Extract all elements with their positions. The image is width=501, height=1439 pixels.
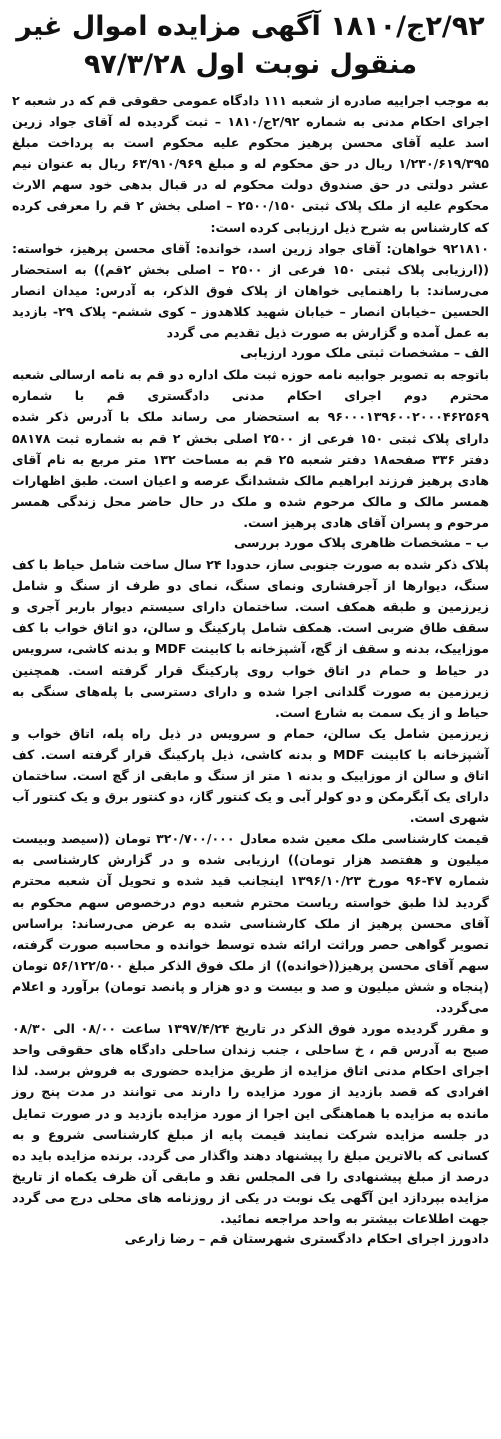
section-b-paragraph-2: زیرزمین شامل یک سالن، حمام و سرویس در ذیل راه پله، اتاق خواب و آشپزخانه با کابینت MDF و بدنه کاشی، ذیل پارکینگ قرار گرفته است. کف اتاق و سالن از موزاییک و بدنه ۱ متر از سنگ و مابقی از گچ است. ساختمان دارای یک آبگرمکن و دو کولر آبی و یک کنتور گاز، دو کنتور برق و یک کنتور آب شهری است. bbox=[12, 725, 489, 826]
valuation-paragraph: قیمت کارشناسی ملک معین شده معادل ۳۲۰/۷۰۰/۰۰۰ تومان ((سیصد وبیست میلیون و هفتصد هزار تومان)) ارزیابی شده و در گزارش کارشناسی به شماره ۴۷-۹۶ مورخ ۱۳۹۶/۱۰/۲۳ اینجانب قید شده و تحویل آن شعبه محترم گردید لذا طبق خواسته ریاست محترم شعبه دوم درخصوص سهم محکوم به آقای محسن پرهیز از ملک کارشناسی شده به عرض می‌رساند: براساس تصویر گواهی حصر وراثت ارائه شده توسط خوانده و محاسبه صورت گرفته، سهم آقای محسن پرهیز((خوانده)) از ملک فوق الذکر مبلغ ۵۶/۱۲۲/۵۰۰ تومان (پنجاه و شش میلیون و صد و بیست و دو هزار و پانصد تومان) برآورد و اعلام می‌گردد. bbox=[12, 831, 489, 1016]
section-a-heading: الف – مشخصات ثبتی ملک مورد ارزیابی bbox=[240, 346, 489, 362]
file-info-paragraph: ۹۲۱۸۱۰ خواهان: آقای جواد زرین اسد، خوانده: آقای محسن پرهیز، خواسته: ((ارزیابی پلاک ثبتی ۱۵۰ فرعی از ۲۵۰۰ – اصلی بخش ۲قم)) به استحضار می‌رساند: با راهنمایی خواهان از پلاک فوق الذکر، به آدرس: میدان انصار الحسین –خیابان انصار – خیابان شهید کلاهدوز – کوی ششم- پلاک ۲۹- بازدید به عمل آمده و گزارش به صورت ذیل تقدیم می گردد bbox=[12, 240, 489, 341]
notice-title-line-1: ۲/۹۲ج/۱۸۱۰ آگهی مزایده اموال غیر bbox=[16, 11, 485, 42]
section-b-heading: ب – مشخصات ظاهری پلاک مورد بررسی bbox=[233, 535, 489, 551]
signature-line: دادورز اجرای احکام دادگستری شهرستان قم – رضا زارعی bbox=[124, 1232, 489, 1248]
notice-title bbox=[12, 8, 489, 84]
section-a-paragraph: باتوجه به تصویر جوابیه نامه حوزه ثبت ملک اداره دو قم به نامه ارسالی شعبه محترم دوم اجرای احکام مدنی دادگستری قم با شماره ۹۶۰۰۰۱۳۹۶۰۰۲۰۰۰۴۶۲۵۶۹ به استحضار می رساند ملک با آدرس ذکر شده دارای پلاک ثبتی ۱۵۰ فرعی از ۲۵۰۰ اصلی بخش ۲ قم به شماره ثبت ۵۸۱۷۸ دفتر ۳۳۶ صفحه۱۸ دفتر شعبه ۲۵ قم به مساحت ۱۳۲ متر مربع به نام آقای هادی پرهیز فرزند ابراهیم مالک ششدانگ عرصه و اعیان است. طبق اظهارات همسر مالک و مالک مرحوم شده و ملک در حال حاضر محل زندگی همسر مرحوم و پسران آقای هادی پرهیز است. bbox=[12, 367, 490, 530]
notice-title-line-2: منقول نوبت اول ۹۷/۳/۲۸ bbox=[83, 49, 418, 80]
intro-paragraph: به موجب اجراییه صادره از شعبه ۱۱۱ دادگاه عمومی حقوقی قم که در شعبه ۲ اجرای احکام مدنی به شماره ۲/۹۲ج/۱۸۱۰ – ثبت گردیده له آقای جواد زرین اسد علیه آقای محسن پرهیز محکوم علیه محکوم است به پرداخت مبلغ ۱/۲۳۰/۶۱۹/۳۹۵ ریال در حق محکوم له و مبلغ ۶۳/۹۱۰/۹۶۹ ریال به عنوان نیم عشر دولتی در حق صندوق دولت محکوم له در قبال بدهی خود سهم الارث محکوم علیه از ملک پلاک ثبتی ۲۵۰۰/۱۵۰ – اصلی بخش ۲ قم را معرفی کرده که کارشناس به شرح ذیل ارزیابی کرده است: bbox=[12, 93, 490, 235]
section-b-paragraph-1: پلاک ذکر شده به صورت جنوبی ساز، حدودا ۲۴ سال ساخت شامل حیاط با کف سنگ، دیوارها از آجرفشاری ونمای سنگ، نمای دو طرف از سنگ و شامل زیرزمین و طبقه همکف است. ساختمان دارای سیستم دیوار باربر آجری و سقف طاق ضربی است. همکف شامل پارکینگ و سالن، دو اتاق خواب با کف موزاییک، بدنه و سقف از گچ، آشپزخانه با کابینت MDF و بدنه کاشی، سرویس در حیاط و حمام در اتاق خواب روی پارکینگ قرار گرفته است. همچنین زیرزمین به صورت گلدانی اجرا شده و دارای دسترسی با پله‌های سنگی به حیاط و از یک سمت به شارع است. bbox=[12, 557, 489, 720]
auction-terms-paragraph: و مقرر گردیده مورد فوق الذکر در تاریخ ۱۳۹۷/۴/۲۴ ساعت ۰۸/۰۰ الی ۰۸/۳۰ صبح به آدرس قم ، خ ساحلی ، جنب زندان ساحلی دادگاه های حقوقی واحد اجرای احکام مدنی اتاق مزایده از طریق مزایده حضوری به فروش برسد. لذا افرادی که قصد بازدید از مورد مزایده را دارند می توانند در مدت پنج روز مانده به مزایده با هماهنگی این اجرا از مورد مزایده بازدید و در صورت تمایل در جلسه مزایده شرکت نمایند قیمت پایه از مبلغ کارشناسی شروع و به کسانی که بالاترین مبلغ را پیشنهاد دهند واگذار می گردد. برنده مزایده باید ده درصد از مبلغ پیشنهادی را فی المجلس نقد و مابقی آن ظرف یکماه از تاریخ مزایده بپردازد این آگهی یک نوبت در یکی از روزنامه های محلی درج می گردد جهت اطلاعات بیشتر به واحد مراجعه نمائید. bbox=[12, 1021, 489, 1226]
